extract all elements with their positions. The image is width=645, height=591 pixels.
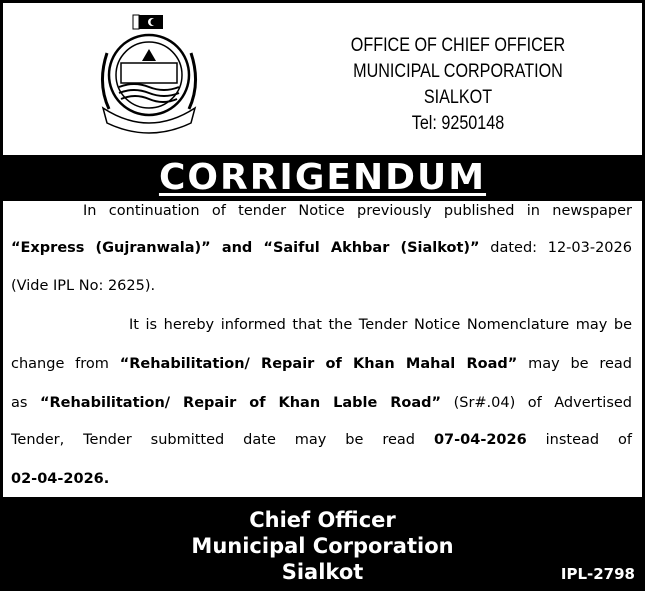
notice-body bbox=[3, 201, 642, 497]
page-title: CORRIGENDUM bbox=[158, 157, 487, 198]
new-submission-date: 07-04-2026 bbox=[433, 432, 527, 448]
office-address bbox=[326, 33, 590, 137]
paragraph-2-line-1: It is hereby informed that the Tender Notice Nomenclature may be bbox=[129, 317, 632, 333]
header bbox=[3, 3, 642, 155]
signature-footer bbox=[0, 497, 645, 591]
text: Tender, Tender submitted date may be read bbox=[11, 432, 434, 448]
old-work-name: “Rehabilitation/ Repair of Khan Mahal Road” bbox=[119, 356, 518, 372]
text: (Sr#.04) of Advertised bbox=[441, 395, 632, 411]
office-name: OFFICE OF CHIEF OFFICER bbox=[350, 35, 566, 56]
municipal-corporation-seal-logo bbox=[89, 13, 209, 138]
text: may be read bbox=[517, 356, 633, 372]
old-submission-date: 02-04-2026. bbox=[11, 471, 110, 487]
newspaper-names: “Express (Gujranwala)” and “Saiful Akhbar (Sialkot)” bbox=[11, 240, 480, 256]
signatory-city: Sialkot bbox=[281, 560, 364, 584]
signatory-title: Chief Officer bbox=[249, 508, 396, 532]
paragraph-1-line-3: (Vide IPL No: 2625). bbox=[11, 278, 156, 294]
signatory-organization: Municipal Corporation bbox=[191, 534, 454, 558]
organization-name: MUNICIPAL CORPORATION SIALKOT bbox=[353, 61, 563, 108]
paragraph-1-line-2 bbox=[11, 240, 632, 256]
paragraph-2-line-4 bbox=[11, 432, 632, 448]
telephone: Tel: 9250148 bbox=[411, 113, 505, 134]
new-work-name: “Rehabilitation/ Repair of Khan Lable Road” bbox=[39, 395, 442, 411]
title-band bbox=[0, 155, 645, 201]
paragraph-2-line-2 bbox=[11, 356, 632, 372]
published-date: dated: 12-03-2026 bbox=[479, 240, 632, 256]
ipl-number: IPL-2798 bbox=[560, 565, 635, 583]
paragraph-2-line-3 bbox=[11, 395, 632, 411]
paragraph-2-line-5 bbox=[11, 471, 632, 487]
signatory bbox=[0, 507, 645, 585]
text: change from bbox=[11, 356, 120, 372]
text: as bbox=[11, 395, 40, 411]
text: instead of bbox=[526, 432, 633, 448]
paragraph-1-line-1: In continuation of tender Notice previously published in newspaper bbox=[83, 203, 632, 219]
